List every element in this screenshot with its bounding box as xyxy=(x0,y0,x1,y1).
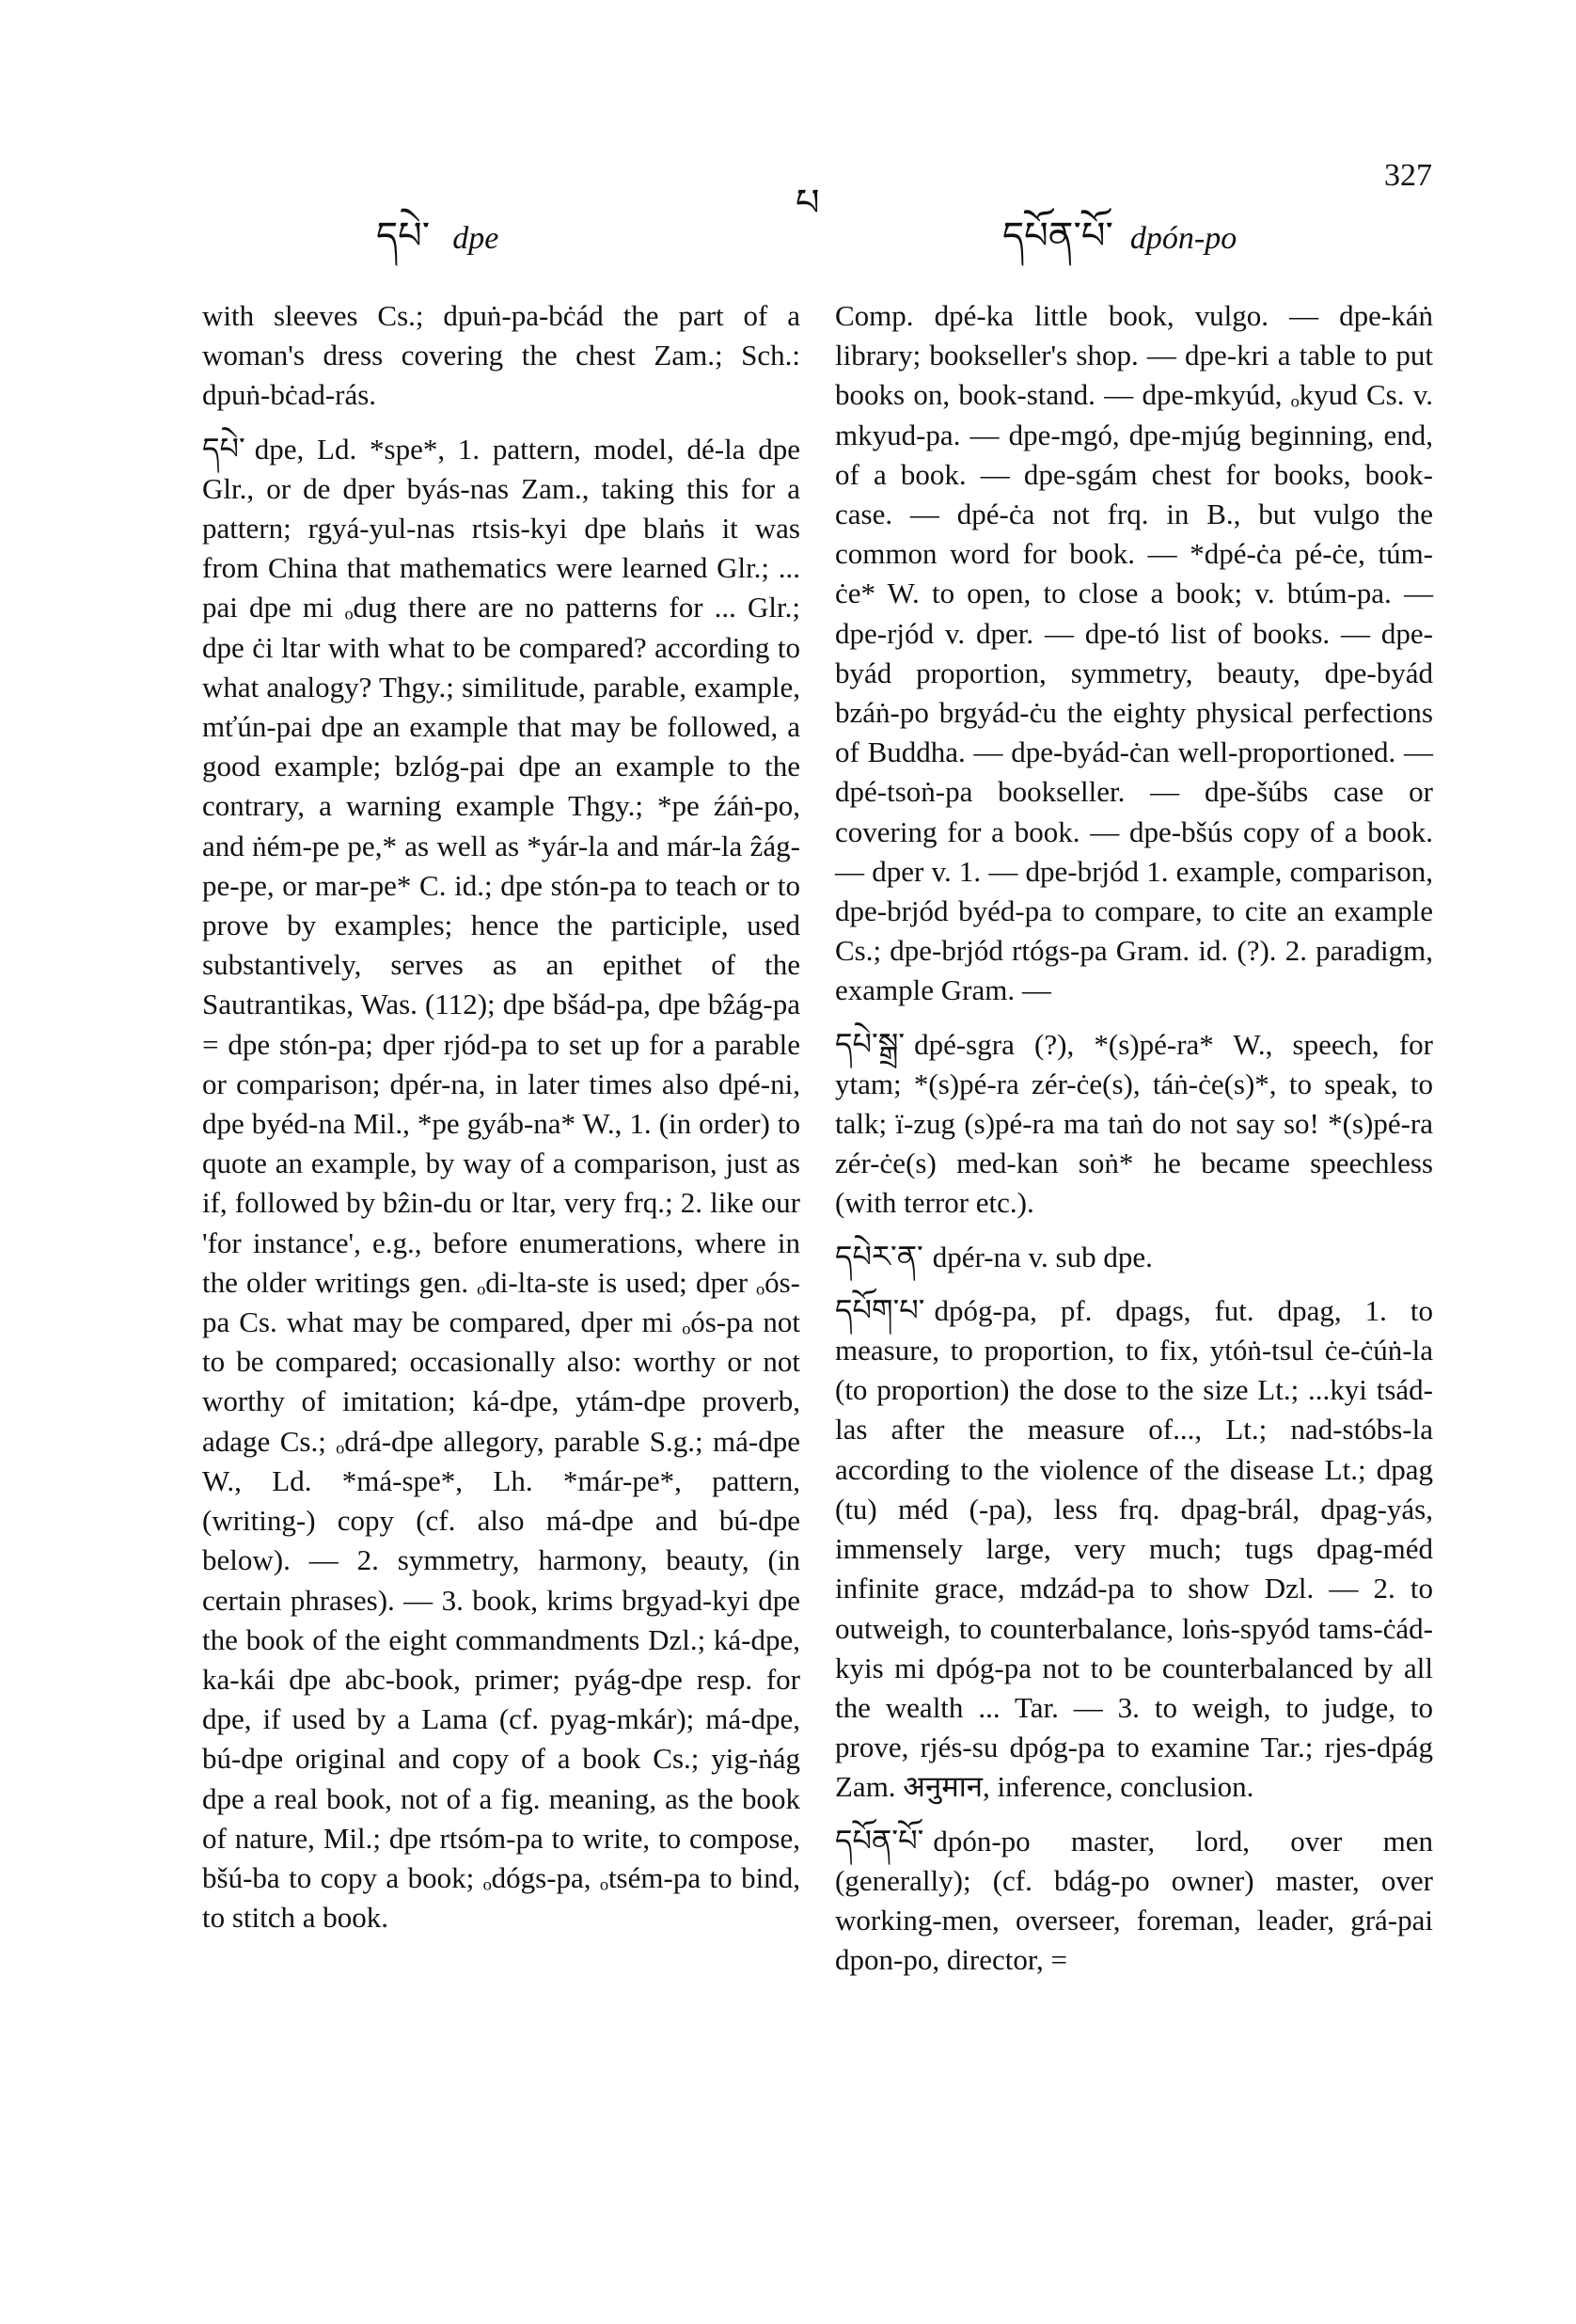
left-guide-latin: dpe xyxy=(452,221,499,256)
left-column xyxy=(202,296,800,1937)
entry-dpe xyxy=(202,429,800,1938)
section-letter: པ xyxy=(796,182,820,225)
right-guide-tibetan: དཔོན་པོ་ xyxy=(1002,214,1113,258)
entry-continuation xyxy=(202,296,800,416)
entry-text: Comp. dpé-ka little book, vulgo. — dpe-káṅ library; bookseller's shop. — dpe-kri a table to put books on, book-stand. — dpe-mkyúd, ₒkyud Cs. v. mkyud-pa. — dpe-mgó, dpe-mjúg beginning, end, of a book. — dpe-sgám chest for books, book-case. — dpé-ċa not frq. in B., but vulgo the common word for book. — *dpé-ċa pé-ċe, túm-ċe* W. to open, to close a book; v. btúm-pa. — dpe-rjód v. dper. — dpe-tó list of books. — dpe-byád proportion, symmetry, beauty, dpe-byád bzáṅ-po brgyád-ċu the eighty physical perfections of Buddha. — dpe-byád-ċan well-proportioned. — dpé-tsoṅ-pa bookseller. — dpe-šúbs case or covering for a book. — dpe-bšús copy of a book. — dper v. 1. — dpe-brjód 1. example, comparison, dpe-brjód byéd-pa to compare, to cite an example Cs.; dpe-brjód rtógs-pa Gram. id. (?). 2. paradigm, example Gram. — xyxy=(835,299,1433,1007)
entry-text: dpón-po master, lord, over men (generally); (cf. bdág-po owner) master, over working-men, overseer, foreman, leader, grá-pai dpon-po, director, = xyxy=(835,1824,1433,1977)
headword-tibetan: དཔེ་སྒྲ་ xyxy=(835,1025,906,1062)
entry-dper-na xyxy=(835,1237,1433,1277)
headword-tibetan: དཔེར་ན་ xyxy=(835,1238,923,1274)
entry-text: dpé-sgra (?), *(s)pé-ra* W., speech, for ytam; *(s)pé-ra zér-ċe(s), táṅ-ċe(s)*, to speak, to talk; ï-zug (s)pé-ra ma taṅ do not say so! *(s)pé-ra zér-ċe(s) med-kan soṅ* he became speechless (with terror etc.). xyxy=(835,1027,1433,1220)
left-guide-word xyxy=(376,193,498,299)
left-guide-tibetan: དཔེ་ xyxy=(376,214,431,258)
page-number: 327 xyxy=(1384,158,1432,193)
right-guide-latin: dpón-po xyxy=(1129,221,1237,256)
entry-continuation xyxy=(835,296,1433,1011)
right-column xyxy=(835,296,1433,1980)
headword-tibetan: དཔོག་པ་ xyxy=(835,1291,925,1328)
entry-dpe-sgra xyxy=(835,1024,1433,1224)
entry-dpog-pa xyxy=(835,1290,1433,1808)
entry-text: dpóg-pa, pf. dpags, fut. dpag, 1. to measure, to proportion, to fix, ytóṅ-tsul ċe-ċúṅ-la (to proportion) the dose to the size Lt.; ...kyi tsád-las after the measure of..., Lt.; nad-stóbs-la according to the violence of the disease Lt.; dpag (tu) méd (-pa), less frq. dpag-brál, dpag-yás, immensely large, very much; tugs dpag-méd infinite grace, mdzád-pa to show Dzl. — 2. to outweigh, to counterbalance, loṅs-spyód tams-ċád-kyis mi dpóg-pa not to be counterbalanced by all the wealth ... Tar. — 3. to weigh, to judge, to prove, rjés-su dpóg-pa to examine Tar.; rjes-dpág Zam. अनुमान, inference, conclusion. xyxy=(835,1293,1433,1804)
entry-text: dpér-na v. sub dpe. xyxy=(932,1240,1153,1273)
entry-text: dpe, Ld. *spe*, 1. pattern, model, dé-la dpe Glr., or de dper byás-nas Zam., taking this for a pattern; rgyá-yul-nas rtsis-kyi dpe blaṅs it was from China that mathematics were learned Glr.; ... pai dpe mi ₒdug there are no patterns for ... Glr.; dpe ċi ltar with what to be compared? according to what analogy? Thgy.; similitude, parable, example, mťún-pai dpe an example that may be followed, a good example; bzlóg-pai dpe an example to the contrary, a warning example Thgy.; *pe źáṅ-po, and ṅém-pe pe,* as well as *yár-la and már-la ẑág-pe-pe, or mar-pe* C. id.; dpe stón-pa to teach or to prove by examples; hence the participle, used substantively, serves as an epithet of the Sautrantikas, Was. (112); dpe bšád-pa, dpe bẑág-pa = dpe stón-pa; dper rjód-pa to set up for a parable or comparison; dpér-na, in later times also dpé-ni, dpe byéd-na Mil., *pe gyáb-na* W., 1. (in order) to quote an example, by way of a comparison, just as if, followed by bẑin-du or ltar, very frq.; 2. like our 'for instance', e.g., before enumerations, where in the older writings gen. ₒdi-lta-ste is used; dper ₒós-pa Cs. what may be compared, dper mi ₒós-pa not to be compared; occasionally also: worthy or not worthy of imitation; ká-dpe, ytám-dpe proverb, adage Cs.; ₒdrá-dpe allegory, parable S.g.; má-dpe W., Ld. *má-spe*, Lh. *már-pe*, pattern, (writing-) copy (cf. also má-dpe and bú-dpe below). — 2. symmetry, harmony, beauty, (in certain phrases). — 3. book, krims brgyad-kyi dpe the book of the eight commandments Dzl.; ká-dpe, ka-kái dpe abc-book, primer; pyág-dpe resp. for dpe, if used by a Lama (cf. pyag-mkár); má-dpe, bú-dpe original and copy of a book Cs.; yig-ṅág dpe a real book, not of a fig. meaning, as the book of nature, Mil.; dpe rtsóm-pa to write, to compose, bšú-ba to copy a book; ₒdógs-pa, ₒtsém-pa to bind, to stitch a book. xyxy=(202,432,800,1935)
headword-tibetan: དཔེ་ xyxy=(202,430,245,466)
entry-text: with sleeves Cs.; dpuṅ-pa-bċád the part of a woman's dress covering the chest Zam.; Sch.: dpuṅ-bċad-rás. xyxy=(202,299,800,412)
headword-tibetan: དཔོན་པོ་ xyxy=(835,1822,924,1858)
entry-dpon-po xyxy=(835,1821,1433,1981)
right-guide-word xyxy=(1002,193,1237,299)
